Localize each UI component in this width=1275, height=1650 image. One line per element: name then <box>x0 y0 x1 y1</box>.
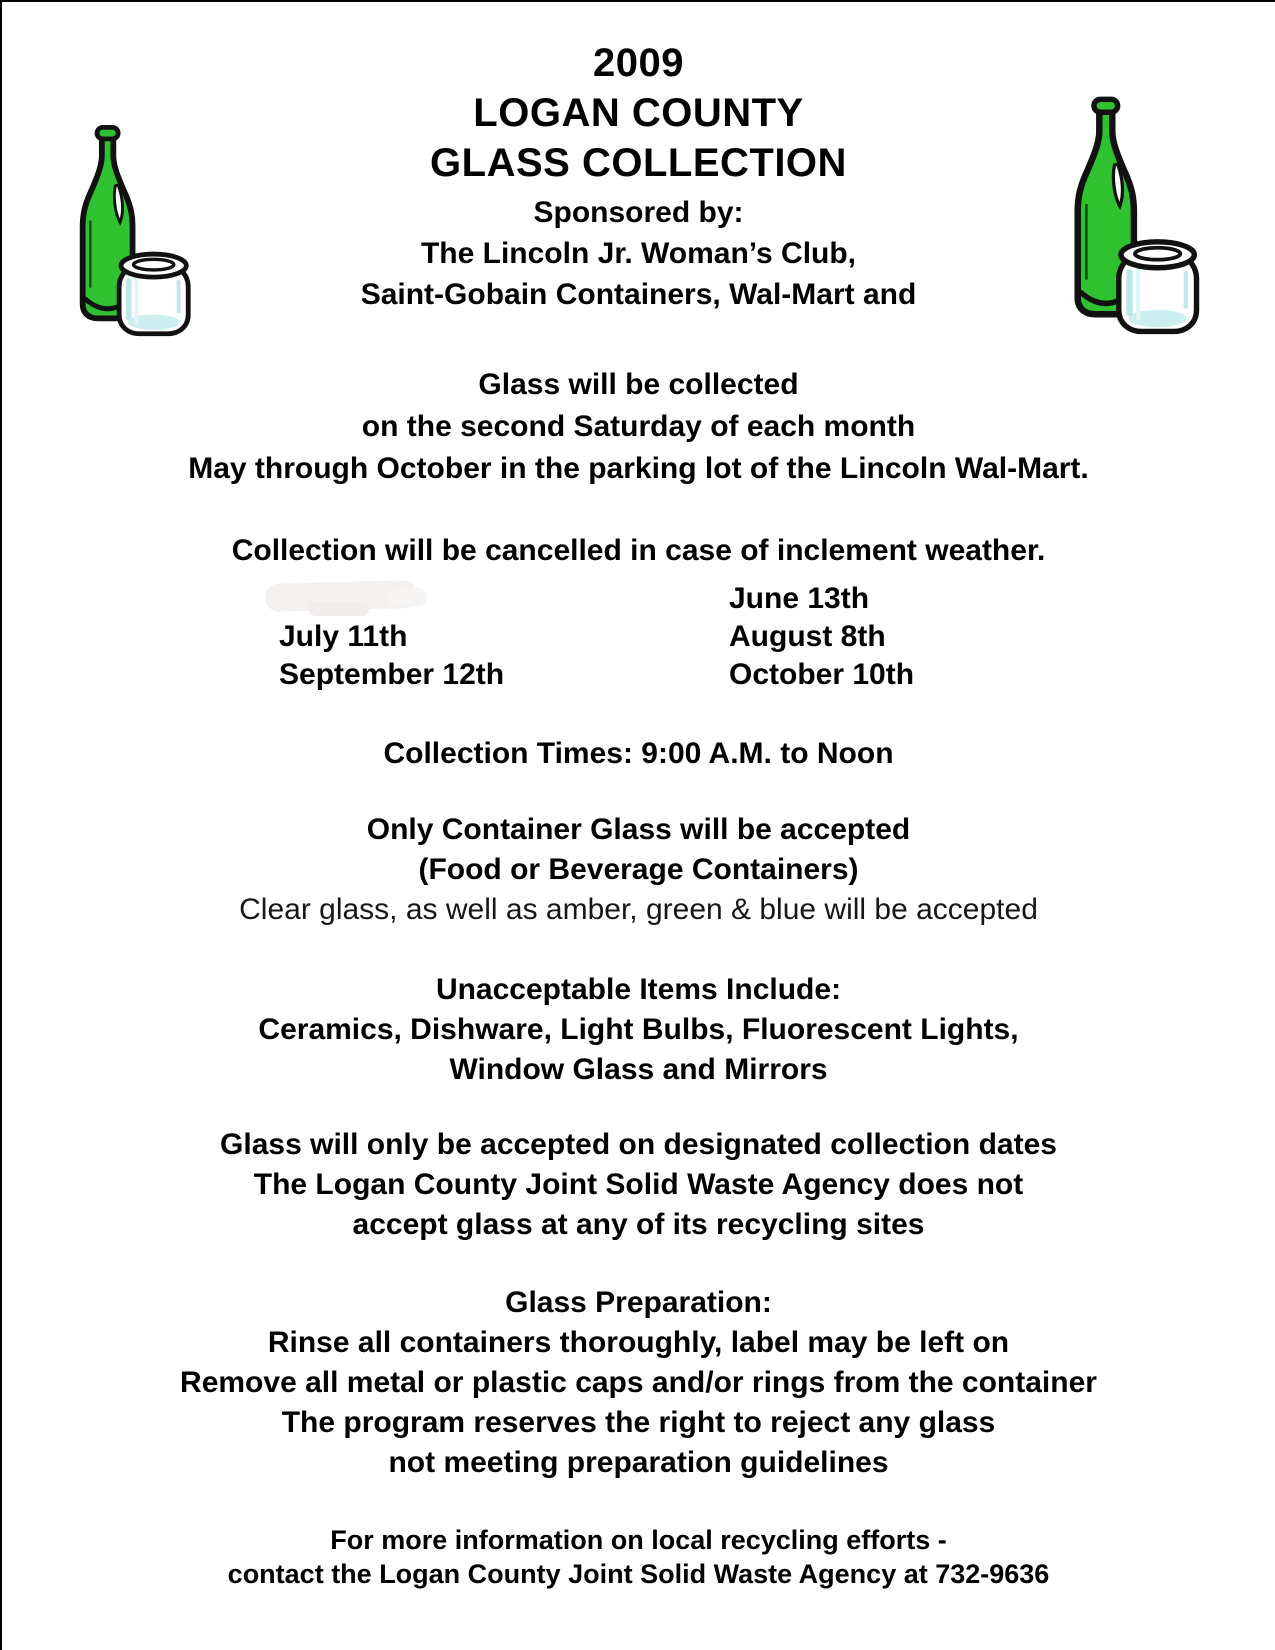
title-event: GLASS COLLECTION <box>430 141 847 185</box>
footer-line-1: For more information on local recycling efforts - <box>330 1525 947 1555</box>
date-october: October 10th <box>729 658 915 691</box>
preparation-block <box>2 1283 1275 1483</box>
date-august: August 8th <box>729 620 886 653</box>
designated-notice-block <box>2 1125 1275 1245</box>
sponsored-by-label: Sponsored by: <box>533 196 744 229</box>
date-row <box>279 656 914 694</box>
date-june: June 13th <box>729 582 870 615</box>
preparation-line-2: Remove all metal or plastic caps and/or rings from the container <box>180 1366 1097 1399</box>
preparation-line-1: Rinse all containers thoroughly, label may be left on <box>267 1326 1010 1359</box>
designated-line-2: The Logan County Joint Solid Waste Agency does not <box>253 1168 1024 1201</box>
unacceptable-block <box>2 970 1275 1090</box>
date-row <box>279 580 914 618</box>
accepted-subheading: (Food or Beverage Containers) <box>418 853 859 886</box>
footer-line-2: contact the Logan County Joint Solid Waste Agency at 732-9636 <box>227 1559 1050 1589</box>
unacceptable-line-1: Ceramics, Dishware, Light Bulbs, Fluorescent Lights, <box>258 1013 1019 1046</box>
footer-block <box>2 1523 1275 1591</box>
unacceptable-heading: Unacceptable Items Include: <box>435 973 842 1006</box>
collection-times: Collection Times: 9:00 A.M. to Noon <box>383 737 894 770</box>
sponsor-line-1: The Lincoln Jr. Woman’s Club, <box>420 237 857 270</box>
designated-line-3: accept glass at any of its recycling sites <box>352 1208 925 1241</box>
collection-dates-table <box>279 580 914 694</box>
preparation-heading: Glass Preparation: <box>505 1286 772 1319</box>
accepted-detail: Clear glass, as well as amber, green & blue will be accepted <box>239 893 1038 926</box>
cancellation-note: Collection will be cancelled in case of inclement weather. <box>231 534 1046 567</box>
unacceptable-line-2: Window Glass and Mirrors <box>449 1053 828 1086</box>
title-block <box>2 38 1275 188</box>
title-county: LOGAN COUNTY <box>473 91 804 135</box>
title-year: 2009 <box>593 41 684 85</box>
designated-line-1: Glass will only be accepted on designated collection dates <box>220 1128 1057 1161</box>
erased-date-smudge <box>279 582 439 616</box>
date-july: July 11th <box>279 620 408 653</box>
schedule-intro-block <box>2 364 1275 490</box>
sponsor-block <box>2 192 1275 315</box>
schedule-intro-line-1: Glass will be collected <box>478 368 799 401</box>
accepted-heading: Only Container Glass will be accepted <box>366 813 911 846</box>
date-september: September 12th <box>279 658 505 691</box>
schedule-intro-line-2: on the second Saturday of each month <box>361 410 916 443</box>
sponsor-line-2: Saint-Gobain Containers, Wal-Mart and <box>360 278 917 311</box>
preparation-line-3: The program reserves the right to reject any glass <box>281 1406 996 1439</box>
date-cell-erased <box>279 582 729 616</box>
schedule-intro-line-3: May through October in the parking lot of the Lincoln Wal-Mart. <box>188 452 1089 485</box>
accepted-block <box>2 810 1275 930</box>
preparation-line-4: not meeting preparation guidelines <box>388 1446 889 1479</box>
date-row <box>279 618 914 656</box>
